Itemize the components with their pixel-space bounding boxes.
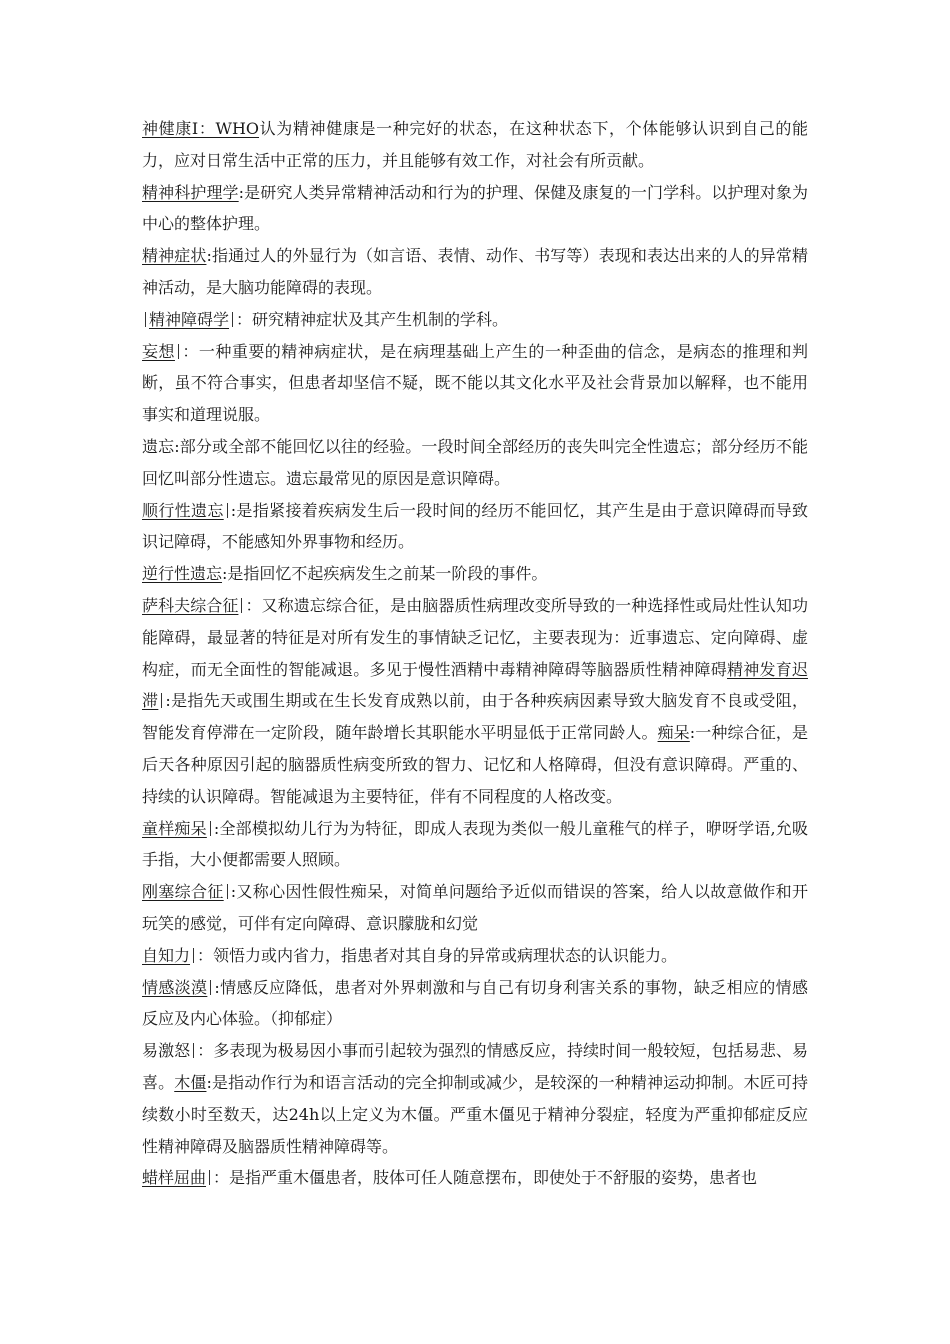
term-mental-retardation: 精神发育迟滞 bbox=[142, 659, 808, 711]
divider-bar bbox=[227, 503, 228, 518]
divider-bar bbox=[178, 344, 179, 359]
term-delusion: 妄想 bbox=[142, 341, 175, 361]
definition-text: :是指紧接着疾病发生后一段时间的经历不能回忆，其产生是由于意识障碍而导致识记障碍，不能感知外界事物和经历。 bbox=[142, 500, 808, 552]
definition-text: :一种综合征，是后天各种原因引起的脑器质性病变所致的智力、记忆和人格障碍，但没有意识障碍。严重的、持续的认识障碍。智能减退为主要特征，伴有不同程度的人格改变。 bbox=[142, 723, 808, 806]
paragraph-korsakoff bbox=[142, 590, 808, 813]
definition-text: ：多表现为极易因小事而引起较为强烈的情感反应，持续时间一般较短，包括易悲、易喜。 bbox=[142, 1041, 808, 1092]
paragraph-mental-symptoms bbox=[142, 240, 808, 304]
paragraph-waxy-flexibility bbox=[142, 1162, 808, 1194]
paragraph-insight bbox=[142, 940, 808, 972]
definition-text: :是指动作行为和语言活动的完全抑制或减少，是较深的一种精神运动抑制。木匠可持续数小时至数天，达24h以上定义为木僵。严重木僵见于精神分裂症，轻度为严重抑郁症反应性精神障碍及脑器质性精神障碍等。 bbox=[142, 1072, 808, 1156]
definition-text: ：领悟力或内省力，指患者对其自身的异常或病理状态的认识能力。 bbox=[197, 945, 678, 965]
paragraph-irritability bbox=[142, 1035, 808, 1162]
paragraph-psychopathology bbox=[142, 304, 808, 336]
divider-bar bbox=[193, 948, 194, 963]
term-psychopathology: 精神障碍学 bbox=[149, 309, 230, 329]
divider-bar bbox=[193, 1043, 194, 1058]
paragraph-mental-health bbox=[142, 113, 808, 177]
term-dementia: 痴呆 bbox=[657, 723, 690, 743]
definition-text: :又称心因性假性痴呆，对简单问题给予近似而错误的答案，给人以故意做作和开玩笑的感觉，可伴有定向障碍、意识朦胧和幻觉 bbox=[142, 882, 808, 933]
term-stupor: 木僵 bbox=[174, 1072, 207, 1092]
definition-text: ：又称遗忘综合征，是由脑器质性病理改变所导致的一种选择性或局灶性认知功能障碍，最显著的特征是对所有发生的事情缺乏记忆，主要表现为：近事遗忘、定向障碍、虚构症，而无全面性的智能减退。多见于慢性酒精中毒精神障碍等脑器质性精神障碍 bbox=[142, 595, 808, 679]
paragraph-apathy bbox=[142, 972, 808, 1036]
paragraph-delusion bbox=[142, 336, 808, 431]
definition-text: :是指先天或围生期或在生长发育成熟以前，由于各种疾病因素导致大脑发育不良或受阻，智能发育停滞在一定阶段，随年龄增长其职能水平明显低于正常同龄人。 bbox=[142, 691, 808, 743]
definition-text: :是研究人类异常精神活动和行为的护理、保健及康复的一门学科。以护理对象为中心的整体护理。 bbox=[142, 182, 808, 234]
paragraph-amnesia bbox=[142, 431, 808, 495]
divider-bar bbox=[210, 980, 211, 995]
term-insight: 自知力 bbox=[142, 945, 191, 965]
divider-bar bbox=[241, 598, 242, 613]
definition-text: :是指回忆不起疾病发生之前某一阶段的事件。 bbox=[222, 564, 548, 584]
term-apathy: 情感淡漠 bbox=[142, 977, 208, 997]
term-korsakoff-syndrome: 萨科夫综合征 bbox=[142, 595, 239, 615]
definition-text: ：研究精神症状及其产生机制的学科。 bbox=[236, 309, 509, 329]
paragraph-ganser bbox=[142, 876, 808, 940]
term-anterograde-amnesia: 顺行性遗忘 bbox=[142, 500, 224, 520]
definition-text: :情感反应降低，患者对外界刺激和与自己有切身利害关系的事物，缺乏相应的情感反应及内心体验。（抑郁症） bbox=[142, 977, 808, 1029]
term-waxy-flexibility: 蜡样屈曲 bbox=[142, 1168, 207, 1188]
definition-text: :指通过人的外显行为（如言语、表情、动作、书写等）表现和表达出来的人的异常精神活动，是大脑功能障碍的表现。 bbox=[142, 246, 808, 297]
term-puerilism: 童样痴呆 bbox=[142, 818, 207, 838]
term-mental-symptoms: 精神症状 bbox=[142, 246, 207, 266]
document-body bbox=[142, 113, 808, 1194]
definition-text: :全部模拟幼儿行为为特征，即成人表现为类似一般儿童稚气的样子，咿呀学语,允吸手指，大小便都需要人照顾。 bbox=[142, 818, 808, 870]
paragraph-puerilism bbox=[142, 813, 808, 877]
paragraph-retrograde-amnesia bbox=[142, 558, 808, 590]
paragraph-anterograde-amnesia bbox=[142, 495, 808, 559]
term-ganser-syndrome: 刚塞综合征 bbox=[142, 882, 224, 902]
divider-bar bbox=[227, 884, 228, 899]
definition-text: 认为精神健康是一种完好的状态，在这种状态下，个体能够认识到自己的能力，应对日常生活中正常的压力，并且能够有效工作，对社会有所贡献。 bbox=[142, 119, 808, 170]
definition-text: ：是指严重木僵患者，肢体可任人随意摆布，即使处于不舒服的姿势，患者也 bbox=[213, 1168, 758, 1188]
term-psychiatric-nursing: 精神科护理学 bbox=[142, 182, 239, 202]
term-irritability: 易激怒 bbox=[142, 1041, 191, 1061]
term-amnesia: 遗忘 bbox=[142, 436, 175, 456]
definition-text: :部分或全部不能回忆以往的经验。一段时间全部经历的丧失叫完全性遗忘；部分经历不能回忆叫部分性遗忘。遗忘最常见的原因是意识障碍。 bbox=[142, 436, 808, 488]
term-retrograde-amnesia: 逆行性遗忘 bbox=[142, 564, 223, 584]
divider-bar bbox=[210, 821, 211, 836]
term-mental-health: 神健康Ⅰ：WHO bbox=[142, 119, 260, 138]
definition-text: ：一种重要的精神病症状，是在病理基础上产生的一种歪曲的信念，是病态的推理和判断，虽不符合事实，但患者却坚信不疑，既不能以其文化水平及社会背景加以解释，也不能用事实和道理说服。 bbox=[142, 341, 808, 425]
divider-bar bbox=[232, 312, 233, 327]
divider-bar bbox=[161, 693, 162, 708]
divider-bar bbox=[209, 1170, 210, 1185]
divider-bar bbox=[145, 312, 146, 327]
paragraph-psychiatric-nursing bbox=[142, 177, 808, 241]
